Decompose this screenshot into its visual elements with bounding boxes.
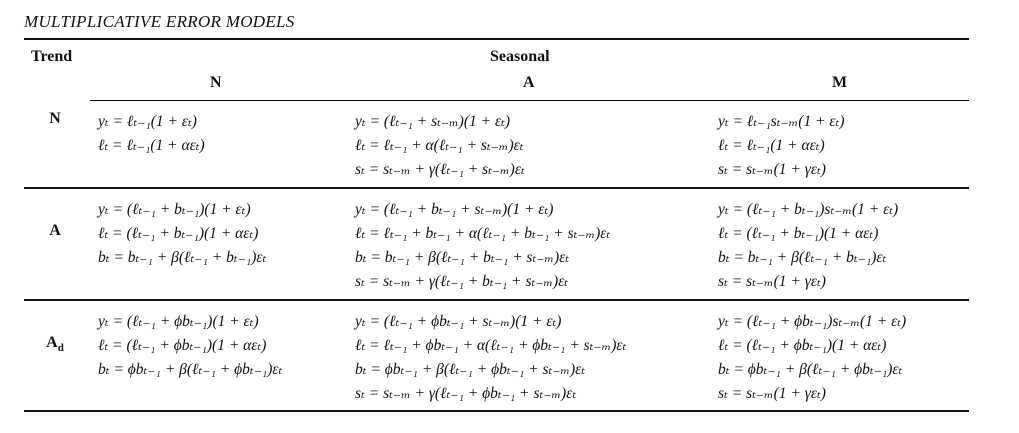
equation: yₜ = (ℓₜ₋₁ + ϕbₜ₋₁ + sₜ₋ₘ)(1 + εₜ) [355,313,562,330]
equation: yₜ = ℓₜ₋₁sₜ₋ₘ(1 + εₜ) [718,113,845,130]
row-label-ad [40,334,70,354]
equation: bₜ = ϕbₜ₋₁ + β(ℓₜ₋₁ + ϕbₜ₋₁ + sₜ₋ₘ)εₜ [355,361,586,378]
equation: sₜ = sₜ₋ₘ(1 + γεₜ) [718,161,826,178]
row-rule [24,299,969,301]
equation: ℓₜ = ℓₜ₋₁(1 + αεₜ) [718,137,825,154]
bottom-rule [24,410,969,412]
row-label-text: A [49,222,61,239]
equation: sₜ = sₜ₋ₘ + γ(ℓₜ₋₁ + bₜ₋₁ + sₜ₋ₘ)εₜ [355,273,569,290]
cell-a-a [355,198,610,294]
equation: yₜ = (ℓₜ₋₁ + bₜ₋₁)(1 + εₜ) [98,201,251,218]
equation: yₜ = (ℓₜ₋₁ + ϕbₜ₋₁)sₜ₋ₘ(1 + εₜ) [718,313,907,330]
cell-ad-a [355,310,626,406]
equation: ℓₜ = ℓₜ₋₁ + ϕbₜ₋₁ + α(ℓₜ₋₁ + ϕbₜ₋₁ + sₜ₋ₘ)εₜ [355,337,627,354]
equation: bₜ = ϕbₜ₋₁ + β(ℓₜ₋₁ + ϕbₜ₋₁)εₜ [718,361,903,378]
cell-ad-n [98,310,282,382]
equation: ℓₜ = (ℓₜ₋₁ + bₜ₋₁)(1 + αεₜ) [98,225,259,242]
equation: sₜ = sₜ₋ₘ(1 + γεₜ) [718,273,826,290]
equation: ℓₜ = (ℓₜ₋₁ + ϕbₜ₋₁)(1 + αεₜ) [98,337,267,354]
column-header-n: N [210,74,222,91]
top-rule [24,38,969,40]
equation: ℓₜ = (ℓₜ₋₁ + bₜ₋₁)(1 + αεₜ) [718,225,879,242]
cell-ad-m [718,310,906,406]
equation: bₜ = bₜ₋₁ + β(ℓₜ₋₁ + bₜ₋₁ + sₜ₋ₘ)εₜ [355,249,570,266]
column-header-a: A [523,74,535,91]
equation: bₜ = bₜ₋₁ + β(ℓₜ₋₁ + bₜ₋₁)εₜ [718,249,887,266]
cell-n-n [98,110,205,158]
equation: yₜ = (ℓₜ₋₁ + bₜ₋₁)sₜ₋ₘ(1 + εₜ) [718,201,899,218]
cell-a-m [718,198,898,294]
row-rule [24,187,969,189]
row-label-subscript: d [57,342,64,355]
equation: sₜ = sₜ₋ₘ(1 + γεₜ) [718,385,826,402]
header-rule [90,100,969,101]
equation: bₜ = ϕbₜ₋₁ + β(ℓₜ₋₁ + ϕbₜ₋₁)εₜ [98,361,283,378]
trend-header: Trend [31,48,73,65]
row-label-text: N [49,110,61,127]
column-header-m: M [832,74,848,91]
equation: yₜ = (ℓₜ₋₁ + bₜ₋₁ + sₜ₋ₘ)(1 + εₜ) [355,201,554,218]
cell-n-m [718,110,845,182]
row-label-n [40,110,70,128]
equation: yₜ = ℓₜ₋₁(1 + εₜ) [98,113,197,130]
cell-n-a [355,110,525,182]
row-label-a [40,222,70,240]
equation: ℓₜ = ℓₜ₋₁ + α(ℓₜ₋₁ + sₜ₋ₘ)εₜ [355,137,524,154]
equation: bₜ = bₜ₋₁ + β(ℓₜ₋₁ + bₜ₋₁)εₜ [98,249,267,266]
seasonal-header: Seasonal [490,48,550,65]
row-label-text: A [46,334,58,351]
equation: sₜ = sₜ₋ₘ + γ(ℓₜ₋₁ + ϕbₜ₋₁ + sₜ₋ₘ)εₜ [355,385,577,402]
equation: ℓₜ = ℓₜ₋₁ + bₜ₋₁ + α(ℓₜ₋₁ + bₜ₋₁ + sₜ₋ₘ)εₜ [355,225,611,242]
equation: ℓₜ = (ℓₜ₋₁ + ϕbₜ₋₁)(1 + αεₜ) [718,337,887,354]
equation: yₜ = (ℓₜ₋₁ + sₜ₋ₘ)(1 + εₜ) [355,113,511,130]
equation: sₜ = sₜ₋ₘ + γ(ℓₜ₋₁ + sₜ₋ₘ)εₜ [355,161,525,178]
equation: yₜ = (ℓₜ₋₁ + ϕbₜ₋₁)(1 + εₜ) [98,313,259,330]
table-caption: MULTIPLICATIVE ERROR MODELS [24,12,295,31]
cell-a-n [98,198,266,270]
equation: ℓₜ = ℓₜ₋₁(1 + αεₜ) [98,137,205,154]
